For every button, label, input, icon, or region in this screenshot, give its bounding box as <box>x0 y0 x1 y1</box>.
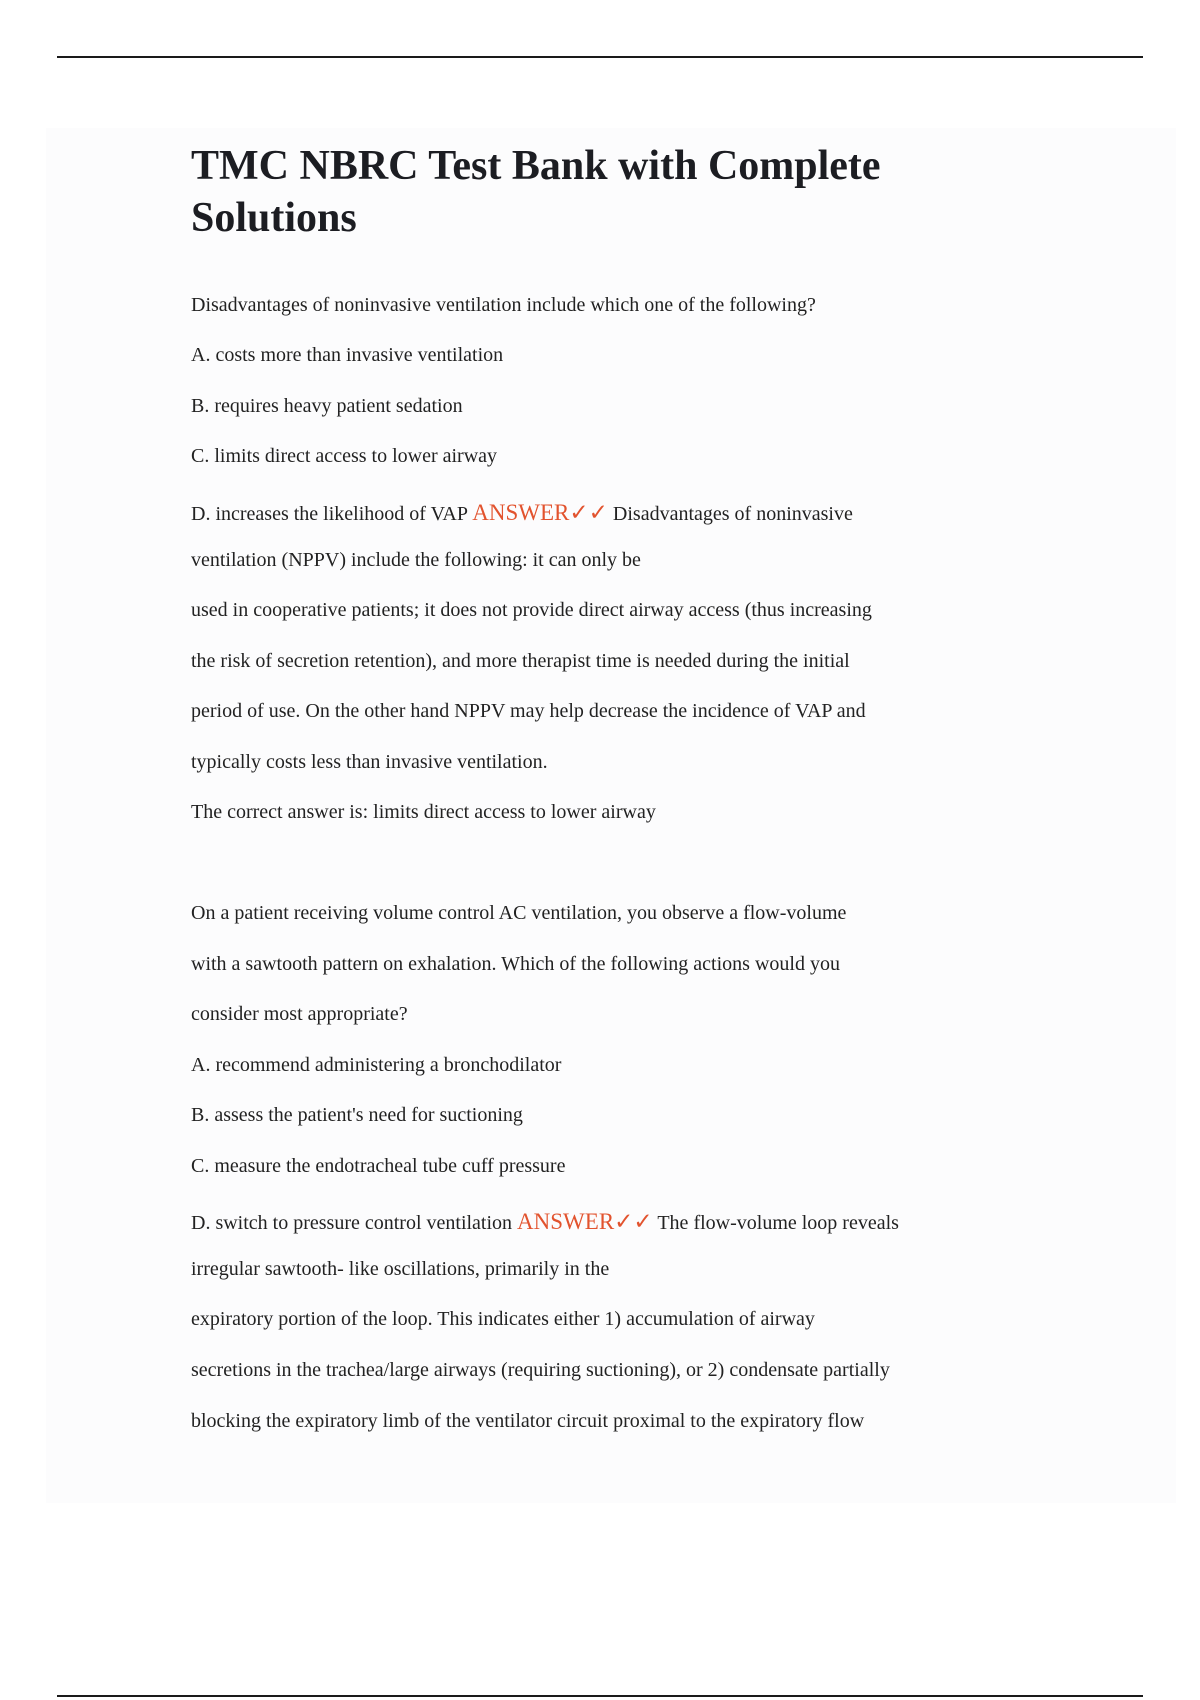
q1-answer-label: ANSWER✓✓ <box>472 500 608 525</box>
q2-question-2: with a sawtooth pattern on exhalation. Which of the following actions would you <box>191 953 840 975</box>
q2-rationale-5: blocking the expiratory limb of the ventilator circuit proximal to the expiratory flow <box>191 1410 865 1432</box>
q1-option-a: A. costs more than invasive ventilation <box>191 344 504 366</box>
q1-rationale-5: period of use. On the other hand NPPV may help decrease the incidence of VAP and <box>191 700 866 722</box>
q2-rationale-1: The flow-volume loop reveals <box>657 1212 899 1234</box>
q1-rationale-4: the risk of secretion retention), and more therapist time is needed during the initial <box>191 650 850 672</box>
q1-correct-answer: The correct answer is: limits direct access to lower airway <box>191 801 656 823</box>
footer-rule <box>57 1695 1143 1697</box>
q2-rationale-2: irregular sawtooth- like oscillations, primarily in the <box>191 1258 610 1280</box>
q2-question-3: consider most appropriate? <box>191 1003 408 1025</box>
q2-option-c: C. measure the endotracheal tube cuff pressure <box>191 1155 566 1177</box>
q2-answer-label: ANSWER✓✓ <box>517 1209 653 1234</box>
title-line-1: TMC NBRC Test Bank with Complete <box>191 143 881 189</box>
q1-rationale-3: used in cooperative patients; it does not provide direct airway access (thus increasing <box>191 599 872 621</box>
q1-option-b: B. requires heavy patient sedation <box>191 395 463 417</box>
document-title <box>191 140 1021 244</box>
q2-option-d: D. switch to pressure control ventilation <box>191 1212 513 1234</box>
title-line-2: Solutions <box>191 195 357 241</box>
q1-rationale-6: typically costs less than invasive ventilation. <box>191 751 548 773</box>
q1-option-d-line <box>191 501 853 526</box>
document-body <box>191 140 1021 1432</box>
q1-rationale-2: ventilation (NPPV) include the following: it can only be <box>191 549 641 571</box>
q2-option-d-line <box>191 1210 899 1235</box>
q2-question-1: On a patient receiving volume control AC ventilation, you observe a flow-volume <box>191 902 847 924</box>
q1-rationale-1: Disadvantages of noninvasive <box>612 503 853 525</box>
q2-rationale-4: secretions in the trachea/large airways (requiring suctioning), or 2) condensate partially <box>191 1359 890 1381</box>
header-rule <box>57 56 1143 58</box>
q1-option-c: C. limits direct access to lower airway <box>191 445 498 467</box>
q1-option-d: D. increases the likelihood of VAP <box>191 503 468 525</box>
q1-question: Disadvantages of noninvasive ventilation include which one of the following? <box>191 294 816 316</box>
q2-option-a: A. recommend administering a bronchodilator <box>191 1054 562 1076</box>
q2-option-b: B. assess the patient's need for suctioning <box>191 1104 523 1126</box>
q2-rationale-3: expiratory portion of the loop. This indicates either 1) accumulation of airway <box>191 1308 815 1330</box>
